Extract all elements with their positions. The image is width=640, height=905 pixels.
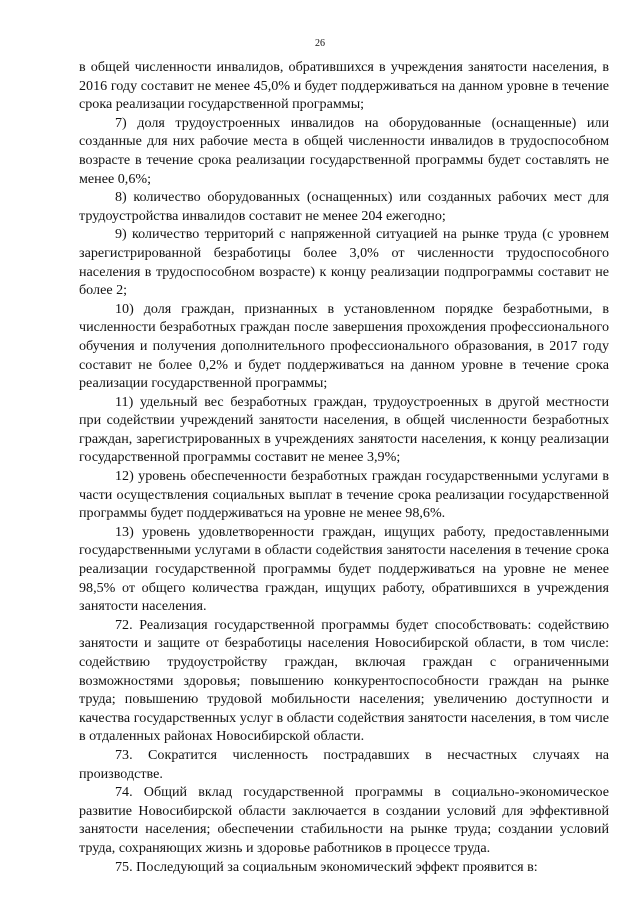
- page-number: 26: [315, 38, 325, 49]
- paragraph-item-8: 8) количество оборудованных (оснащенных) или созданных рабочих мест для трудоустройства инвалидов составит не менее 204 ежегодно;: [79, 189, 609, 224]
- paragraph-74: 74. Общий вклад государственной программы в социально-экономическое развитие Новосибирской области заключается в создании условий для эффективной занятости населения; обеспечении стабильности на рынке труда; создании условий труда, сохраняющих жизнь и здоровье работников в процессе труда.: [79, 784, 609, 856]
- paragraph-item-9: 9) количество территорий с напряженной ситуацией на рынке труда (с уровнем зарегистрированной безработицы более 3,0% от численности трудоспособного населения в трудоспособном возрасте) к концу реализации подпрограммы составит не более 2;: [79, 226, 609, 299]
- document-body: [79, 58, 609, 876]
- paragraph-item-7: 7) доля трудоустроенных инвалидов на оборудованные (оснащенные) или созданные для них рабочие места в общей численности инвалидов в трудоспособном возрасте в течение срока реализации государственной программы будет составлять не менее 0,6%;: [79, 114, 609, 187]
- paragraph-continuation: в общей численности инвалидов, обратившихся в учреждения занятости населения, в 2016 году составит не менее 45,0% и будет поддерживаться на данном уровне в течение срока реализации государственной программы;: [79, 59, 609, 113]
- paragraph-73: 73. Сократится численность пострадавших в несчастных случаях на производстве.: [79, 746, 609, 782]
- paragraph-item-12: 12) уровень обеспеченности безработных граждан государственными услугами в части осуществления социальных выплат в течение срока реализации государственной программы будет поддерживаться на уровне не менее 98,6%.: [79, 468, 609, 522]
- paragraph-item-10: 10) доля граждан, признанных в установленном порядке безработными, в численности безработных граждан после завершения прохождения профессионального обучения и получения дополнительного профессионального образования, в 2017 году составит не более 0,2% и будет поддерживаться на данном уровне в течение срока реализации государственной программы;: [79, 300, 609, 392]
- paragraph-item-13: 13) уровень удовлетворенности граждан, ищущих работу, предоставленными государственными услугами в области содействия занятости населения в течение срока реализации государственной программы будет поддерживаться на уровне не менее 98,5% от общего количества граждан, ищущих работу, обратившихся в учреждения занятости населения.: [79, 523, 609, 615]
- paragraph-75: 75. Последующий за социальным экономический эффект проявится в:: [115, 858, 538, 875]
- paragraph-72: 72. Реализация государственной программы будет способствовать: содействию занятости и защите от безработицы населения Новосибирской области, в том числе: содействию трудоустройству граждан, включая граждан с ограниченными возможностями здоровья; повышению конкурентоспособности граждан на рынке труда; повышению трудовой мобильности населения; увеличению доступности и качества государственных услуг в области содействия занятости населения, в том числе в отдаленных районах Новосибирской области.: [79, 616, 609, 745]
- paragraph-item-11: 11) удельный вес безработных граждан, трудоустроенных в другой местности при содействии учреждений занятости населения, в общей численности безработных граждан, зарегистрированных в учреждениях занятости населения, к концу реализации государственной программы составит не менее 3,9%;: [79, 393, 609, 466]
